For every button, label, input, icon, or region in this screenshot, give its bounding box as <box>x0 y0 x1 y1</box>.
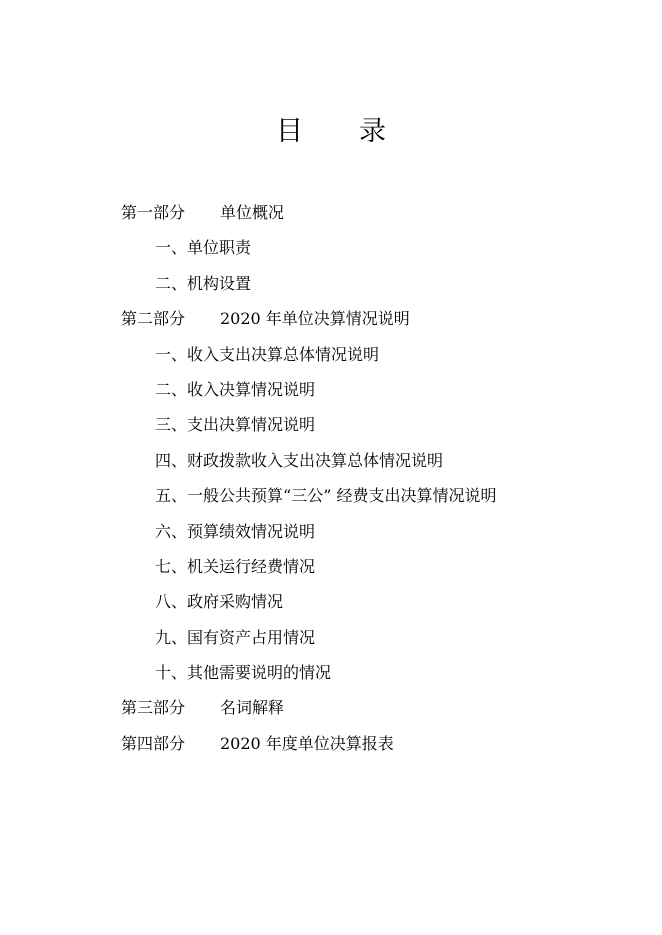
toc-number: 七、 <box>155 556 188 576</box>
toc-item <box>121 478 496 513</box>
toc-item <box>121 230 496 265</box>
toc-number: 九、 <box>155 627 188 647</box>
toc-item <box>121 620 496 655</box>
toc-part-3 <box>121 690 496 725</box>
toc-text: 政府采购情况 <box>187 592 284 612</box>
table-of-contents <box>121 195 496 761</box>
toc-part-2 <box>121 301 496 336</box>
page-title <box>0 112 662 152</box>
toc-item <box>121 514 496 549</box>
toc-number: 二、 <box>155 379 188 399</box>
toc-text: 其他需要说明的情况 <box>187 663 332 683</box>
toc-text: 一般公共预算“三公” 经费支出决算情况说明 <box>187 486 497 506</box>
toc-text: 财政拨款收入支出决算总体情况说明 <box>187 450 444 470</box>
toc-number: 二、 <box>155 273 188 293</box>
toc-text: 单位概况 <box>220 203 285 222</box>
toc-item <box>121 549 496 584</box>
toc-number: 第一部分 <box>121 203 186 222</box>
toc-text: 2020 年度单位决算报表 <box>220 733 394 753</box>
toc-text: 收入支出决算总体情况说明 <box>187 344 380 364</box>
toc-text: 收入决算情况说明 <box>187 379 316 399</box>
toc-number: 三、 <box>155 415 188 435</box>
toc-item <box>121 584 496 619</box>
toc-number: 四、 <box>155 450 188 470</box>
toc-item <box>121 372 496 407</box>
toc-text: 单位职责 <box>187 238 252 258</box>
toc-number: 第三部分 <box>121 698 186 718</box>
title-char-2: 录 <box>359 116 386 147</box>
title-char-1: 目 <box>276 116 303 147</box>
toc-number: 第四部分 <box>121 733 186 753</box>
toc-number: 一、 <box>155 344 188 364</box>
toc-part-4 <box>121 726 496 761</box>
toc-number: 六、 <box>155 521 188 541</box>
toc-item <box>121 443 496 478</box>
toc-text: 机构设置 <box>187 273 252 293</box>
toc-item <box>121 655 496 690</box>
toc-item <box>121 266 496 301</box>
toc-number: 十、 <box>155 663 188 683</box>
toc-text: 支出决算情况说明 <box>187 415 316 435</box>
toc-number: 五、 <box>155 486 188 506</box>
toc-text: 名词解释 <box>220 698 285 718</box>
toc-text: 机关运行经费情况 <box>187 556 316 576</box>
toc-number: 八、 <box>155 592 188 612</box>
toc-item <box>121 337 496 372</box>
toc-part-1 <box>121 195 496 230</box>
toc-text: 预算绩效情况说明 <box>187 521 316 541</box>
toc-text: 2020 年单位决算情况说明 <box>220 309 410 329</box>
toc-text: 国有资产占用情况 <box>187 627 316 647</box>
toc-number: 第二部分 <box>121 309 186 329</box>
toc-number: 一、 <box>155 238 188 258</box>
toc-item <box>121 407 496 442</box>
